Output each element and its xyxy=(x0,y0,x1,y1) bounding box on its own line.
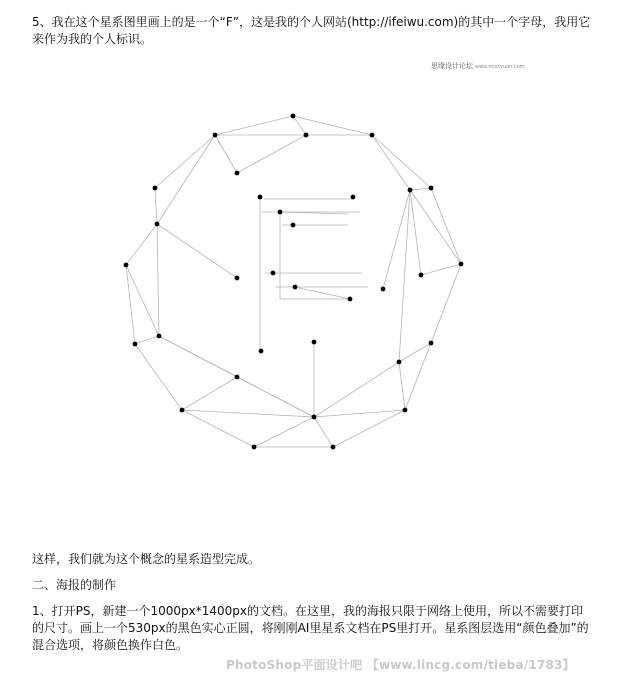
constellation-line xyxy=(237,377,314,417)
constellation-star xyxy=(370,133,375,138)
constellation-line xyxy=(157,224,159,336)
section-heading: 二、海报的制作 xyxy=(32,578,117,592)
constellation-star xyxy=(381,287,386,292)
completion-paragraph: 这样，我们就为这个概念的星系造型完成。 xyxy=(32,552,261,566)
letter-f-line xyxy=(295,287,350,299)
constellation-line xyxy=(372,135,431,188)
constellation-star xyxy=(429,341,434,346)
constellation-star xyxy=(153,186,158,191)
watermark: PhotoShop平面设计吧 【www.lincg.com/tieba/1783】 xyxy=(226,658,575,672)
constellation-star xyxy=(180,408,185,413)
constellation-star xyxy=(252,445,257,450)
credit-sub: www.missyuan.com xyxy=(475,64,525,70)
constellation-line xyxy=(126,265,159,336)
constellation-line xyxy=(182,410,314,417)
letter-f-star xyxy=(271,271,276,276)
constellation-line xyxy=(314,417,333,447)
constellation-star xyxy=(459,262,464,267)
constellation-line xyxy=(372,135,410,190)
constellation-line xyxy=(314,362,399,417)
constellation-line xyxy=(314,410,405,417)
letter-f-star xyxy=(258,195,263,200)
constellation-line xyxy=(126,224,157,265)
constellation-star xyxy=(408,188,413,193)
constellation-line xyxy=(405,343,431,410)
letter-f-star xyxy=(351,195,356,200)
constellation-star xyxy=(259,349,264,354)
constellation-line xyxy=(157,135,215,224)
constellation-line xyxy=(431,188,461,264)
constellation-line xyxy=(431,264,461,343)
constellation-star xyxy=(291,114,296,119)
constellation-line xyxy=(254,417,314,447)
constellation-line xyxy=(237,135,306,173)
step-one-paragraph: 1、打开PS，新建一个1000px*1400px的文档。在这里，我的海报只限于网络上使用，所以不需要打印的尺寸。画上一个530px的黑色实心正圆，将刚刚AI里星系文档在PS里打开。星系图层选用“颜色叠加”的混合选项，将颜色换作白色。 xyxy=(32,604,589,652)
constellation-line xyxy=(155,188,157,224)
constellation-star xyxy=(419,273,424,278)
intro-paragraph: 5、我在这个星系图里画上的是一个“F”，这是我的个人网站(http://ifeiwu.com)的其中一个字母，我用它来作为我的个人标识。 xyxy=(32,15,591,46)
letter-f-star xyxy=(278,210,283,215)
constellation-star xyxy=(133,342,138,347)
constellation-star xyxy=(331,445,336,450)
constellation-star xyxy=(157,334,162,339)
constellation-line xyxy=(410,190,421,275)
constellation-line xyxy=(155,135,215,188)
credit-main: 思缘设计论坛 xyxy=(431,62,473,70)
constellation-star xyxy=(403,408,408,413)
constellation-star xyxy=(397,360,402,365)
constellation-line xyxy=(399,190,410,362)
constellation-star xyxy=(235,171,240,176)
constellation-line xyxy=(410,188,431,190)
constellation-star xyxy=(213,133,218,138)
constellation-line xyxy=(126,265,135,344)
constellation-line xyxy=(182,410,254,447)
constellation-line xyxy=(421,264,461,275)
constellation-line xyxy=(399,362,405,410)
constellation-star xyxy=(312,340,317,345)
constellation-line xyxy=(157,224,237,278)
letter-f-star xyxy=(291,223,296,228)
constellation-star xyxy=(235,276,240,281)
letter-f-star xyxy=(348,297,353,302)
constellation-star xyxy=(124,263,129,268)
constellation-line xyxy=(399,343,431,362)
constellation-star xyxy=(312,415,317,420)
constellation-line xyxy=(215,135,237,173)
constellation-star xyxy=(429,186,434,191)
constellation-line xyxy=(135,336,159,344)
credit-label xyxy=(431,61,525,71)
letter-f-star xyxy=(293,285,298,290)
constellation-line xyxy=(410,190,461,264)
constellation-line xyxy=(135,344,182,410)
constellation-line xyxy=(383,190,410,289)
constellation-line xyxy=(293,116,372,135)
constellation-star xyxy=(155,222,160,227)
constellation-line xyxy=(182,377,237,410)
constellation-line xyxy=(333,410,405,447)
constellation-star xyxy=(304,133,309,138)
constellation-line xyxy=(215,116,293,135)
constellation-star xyxy=(235,375,240,380)
